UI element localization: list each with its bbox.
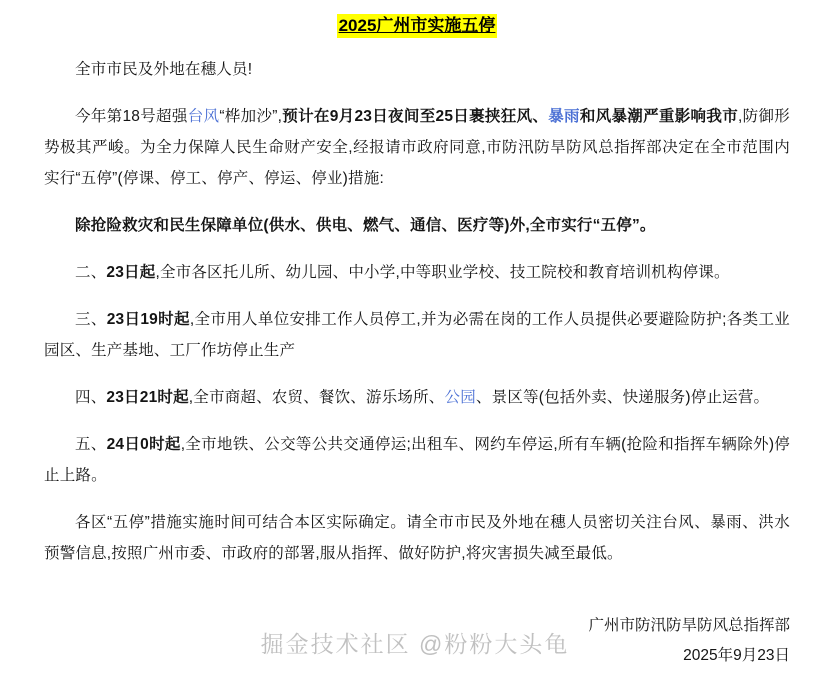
item4-date: 23日21时起 <box>106 389 189 406</box>
link-baoyu[interactable]: 暴雨 <box>548 108 580 125</box>
intro-seg3: ,防御形势极其严峻。为全力保障人民生命财产安全,经报请市政府同意,市防汛防旱防风总指挥部决定在全市范围内实行“五停”(停课、停工、停产、停运、停业)措施: <box>44 108 790 187</box>
item2-prefix: 二、 <box>75 264 107 281</box>
title-row <box>44 14 790 38</box>
item5-rest: ,全市地铁、公交等公共交通停运;出租车、网约车停运,所有车辆(抢险和指挥车辆除外)停止上路。 <box>44 436 790 484</box>
item4-rest1: ,全市商超、农贸、餐饮、游乐场所、 <box>188 389 445 406</box>
link-gongyuan[interactable]: 公园 <box>444 389 476 406</box>
watermark: 掘金技术社区 @粉粉大头龟 <box>260 631 570 657</box>
item5-prefix: 五、 <box>75 436 107 453</box>
salutation-text: 全市市民及外地在穗人员! <box>75 61 253 78</box>
paragraph-closing <box>44 507 790 569</box>
paragraph-item-5 <box>44 429 790 491</box>
intro-seg1: 今年第18号超强 <box>75 108 188 125</box>
link-taifeng[interactable]: 台风 <box>187 108 220 125</box>
item3-date: 23日19时起 <box>106 311 190 328</box>
closing-text: 各区“五停”措施实施时间可结合本区实际确定。请全市市民及外地在穗人员密切关注台风、暴雨、洪水预警信息,按照广州市委、市政府的部署,服从指挥、做好防护,将灾害损失减至最低。 <box>44 514 790 562</box>
item2-date: 23日起 <box>106 264 156 281</box>
paragraph-exception <box>44 210 790 241</box>
item2-rest: ,全市各区托儿所、幼儿园、中小学,中等职业学校、技工院校和教育培训机构停课。 <box>155 264 730 281</box>
item5-date: 24日0时起 <box>106 436 181 453</box>
signature-block <box>588 611 790 671</box>
paragraph-item-2 <box>44 257 790 288</box>
signature-org: 广州市防汛防旱防风总指挥部 <box>588 617 790 634</box>
salutation-paragraph <box>44 54 790 85</box>
intro-seg2: “桦加沙”, <box>219 108 283 125</box>
item4-rest2: 、景区等(包括外卖、快递服务)停止运营。 <box>475 389 770 406</box>
item3-rest: ,全市用人单位安排工作人员停工,并为必需在岗的工作人员提供必要避险防护;各类工业园区、生产基地、工厂作坊停止生产 <box>44 311 790 359</box>
paragraph-item-3 <box>44 304 790 366</box>
paragraph-item-4 <box>44 382 790 413</box>
intro-bold2: 和风暴潮严重影响我市 <box>579 108 739 125</box>
intro-bold1: 预计在9月23日夜间至25日裹挟狂风、 <box>282 108 549 125</box>
exception-text: 除抢险救灾和民生保障单位(供水、供电、燃气、通信、医疗等)外,全市实行“五停”。 <box>75 217 656 234</box>
item4-prefix: 四、 <box>75 389 107 406</box>
page-title: 2025广州市实施五停 <box>337 14 498 38</box>
item3-prefix: 三、 <box>75 311 107 328</box>
signature-date: 2025年9月23日 <box>683 647 790 664</box>
paragraph-intro <box>44 101 790 194</box>
